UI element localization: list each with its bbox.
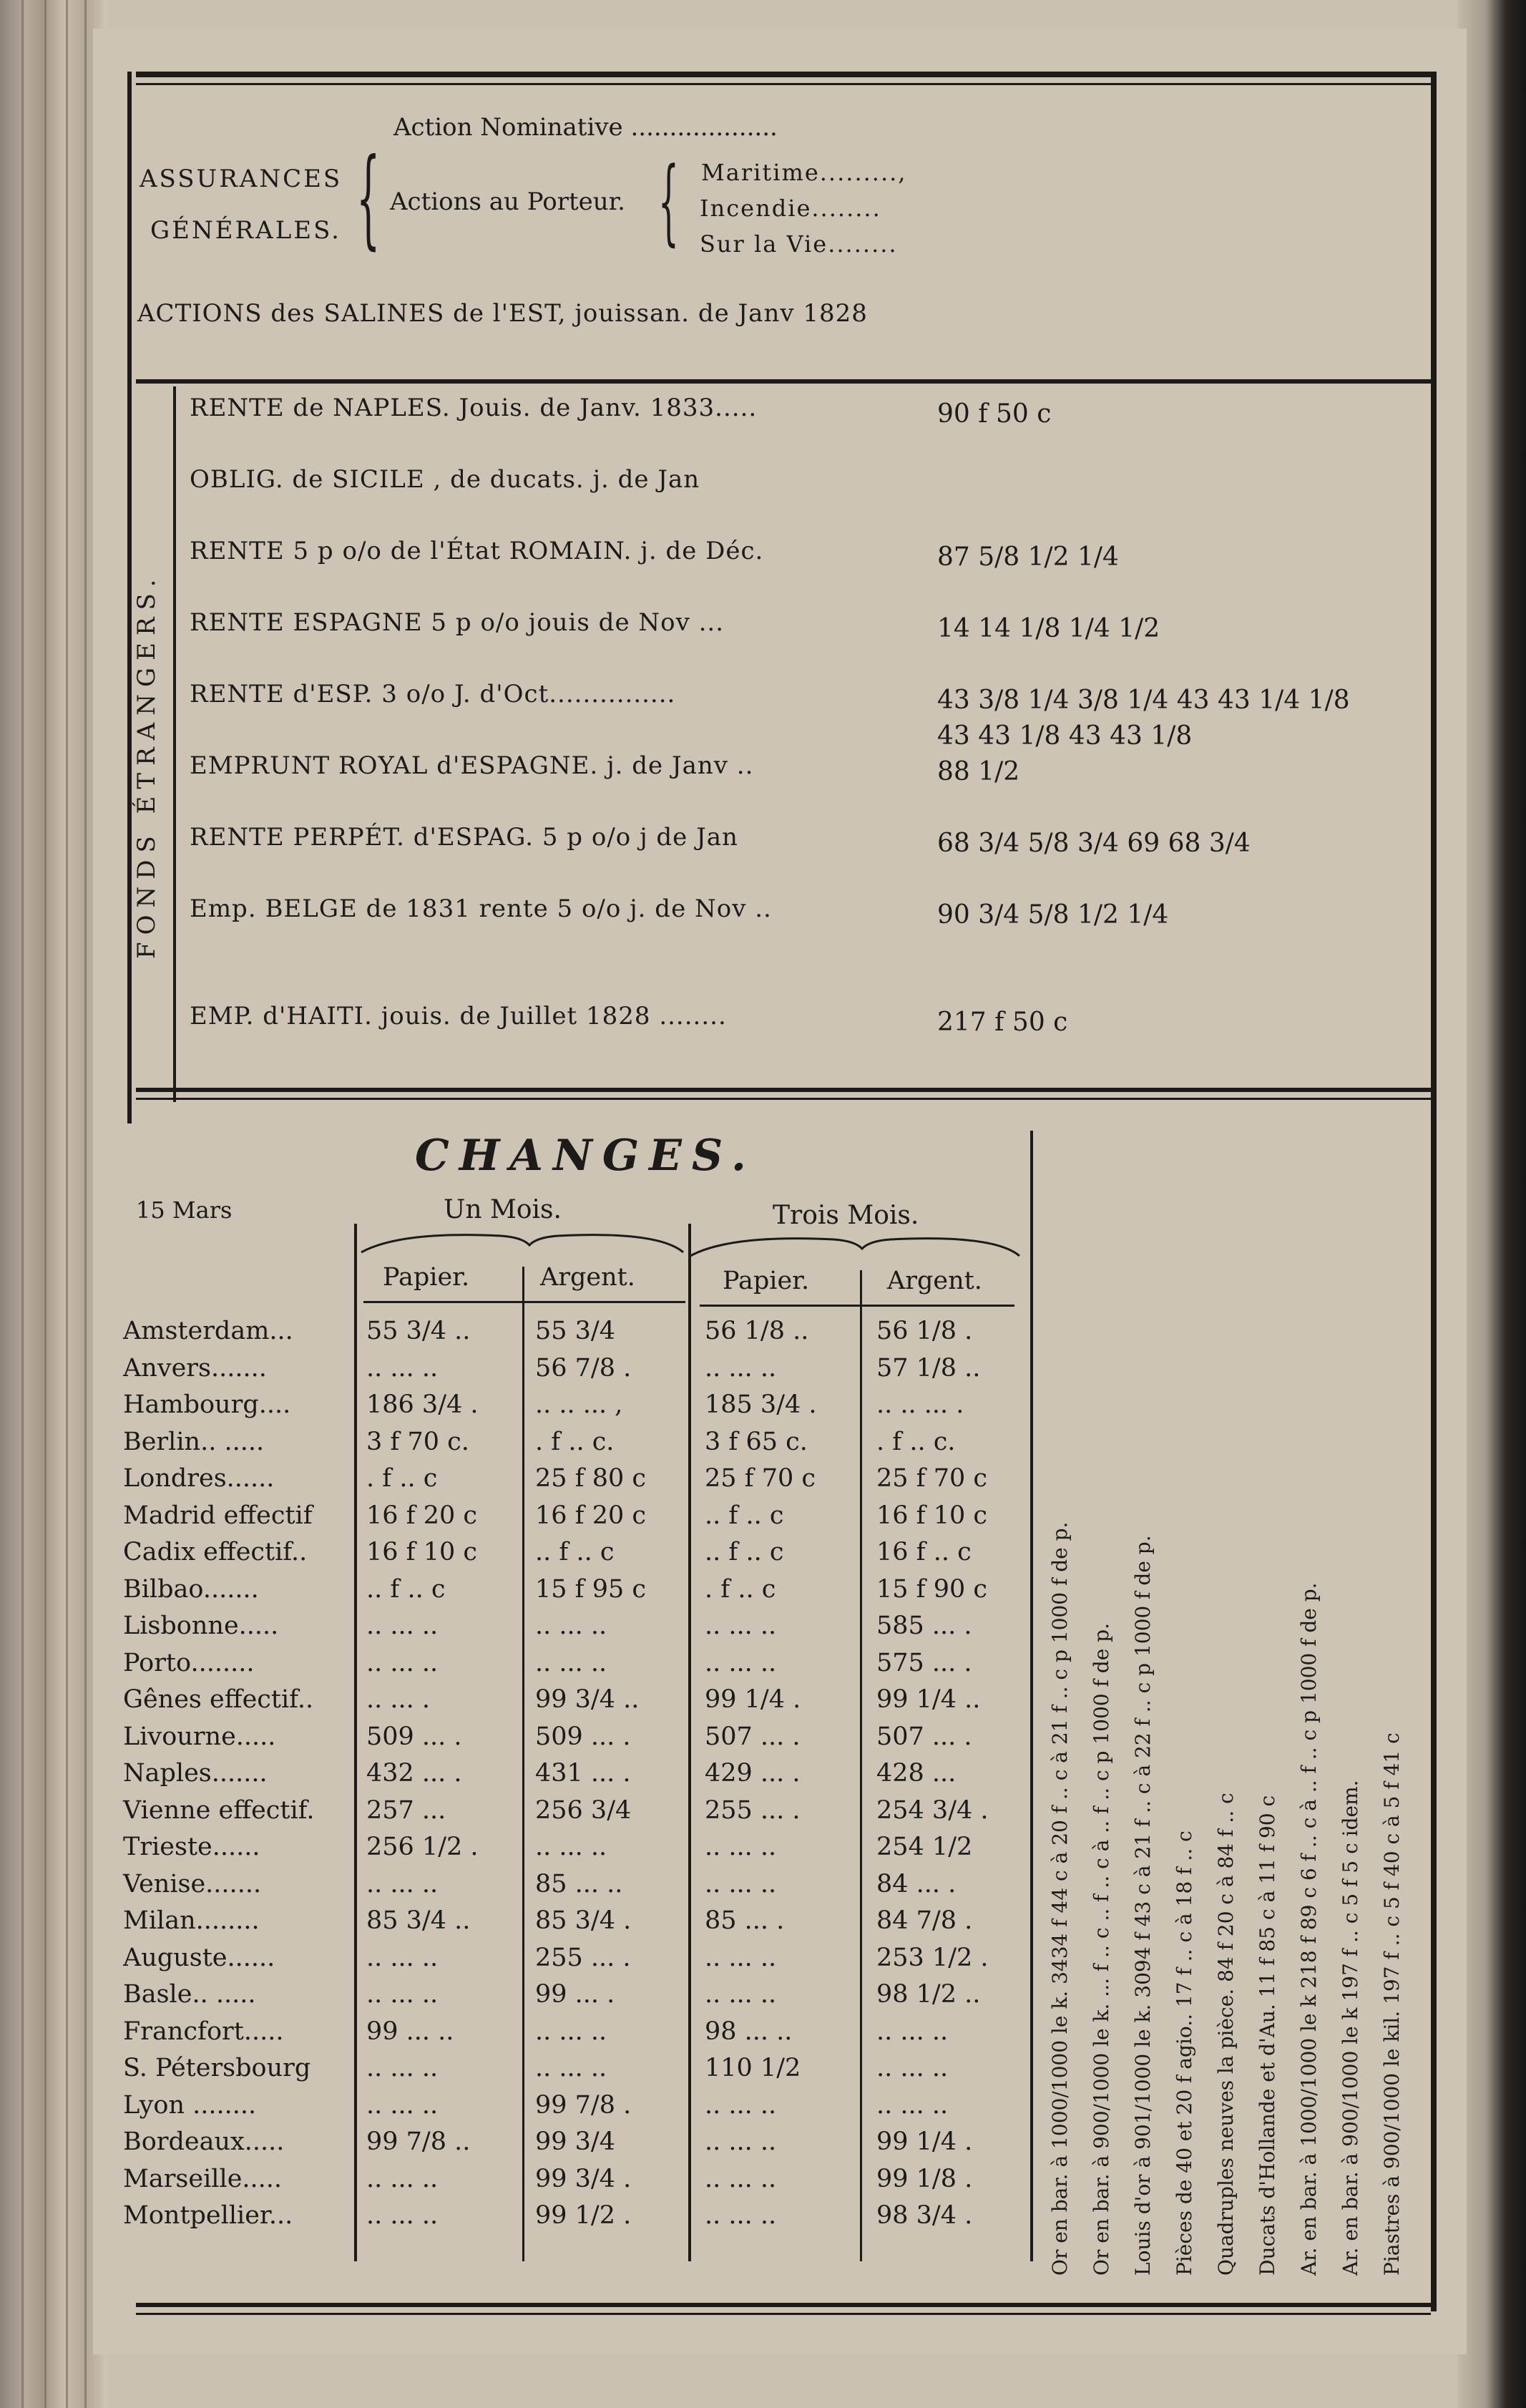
fonds-row-label: EMP. d'HAITI. jouis. de Juillet 1828 ........ [190,1002,727,1030]
fonds-row-label: RENTE 5 p o/o de l'État ROMAIN. j. de Déc. [190,537,764,565]
changes-um-papier: 256 1/2 . [366,1833,479,1861]
un-mois-header: Un Mois. [444,1195,562,1224]
changes-um-argent: 99 1/2 . [535,2201,632,2230]
changes-city: Lyon ........ [123,2091,257,2120]
fonds-row-label: EMPRUNT ROYAL d'ESPAGNE. j. de Janv .. [190,751,754,780]
changes-um-papier: 85 3/4 .. [366,1906,471,1935]
changes-tm-papier: 255 ... . [705,1796,801,1825]
actions-salines: ACTIONS des SALINES de l'EST, jouissan. de Janv 1828 [137,299,868,328]
changes-col-rule-2 [522,1267,524,2261]
metaux-line: Or en bar. à 1000/1000 le k. 3434 f 44 c à 20 f .. c à 21 f .. c p 1000 f de p. [1048,1521,1072,2276]
changes-um-argent: 431 ... . [535,1759,631,1788]
page-bottom-thin-rule [136,2313,1431,2315]
fonds-bottom-thin-rule [136,1098,1431,1100]
changes-city: Hambourg.... [123,1390,291,1419]
um-argent-header: Argent. [540,1263,635,1292]
changes-tm-argent: 98 3/4 . [876,2201,973,2230]
metaux-line: Louis d'or à 901/1000 le k. 3094 f 43 c à 21 f .. c à 22 f .. c p 1000 f de p. [1131,1535,1155,2276]
changes-title: CHANGES. [415,1131,756,1181]
tm-subheader-rule [700,1305,1014,1307]
maritime: Maritime........., [701,159,907,186]
changes-tm-papier: 99 1/4 . [705,1685,801,1714]
changes-tm-papier: .. f .. c [705,1501,784,1530]
changes-um-papier: .. ... .. [366,1980,439,2009]
changes-tm-argent: 428 ... [876,1759,957,1788]
changes-date: 15 Mars [136,1196,233,1224]
changes-tm-argent: 57 1/8 .. [876,1354,981,1383]
assurances-label-1: ASSURANCES [140,165,343,193]
changes-col-rule-3 [688,1224,691,2261]
metaux-line: Piastres à 900/1000 le kil. 197 f .. c 5 f 40 c à 5 f 41 c [1380,1732,1404,2276]
changes-tm-papier: 507 ... . [705,1722,801,1751]
changes-city: Montpellier... [123,2201,293,2230]
changes-tm-papier: 3 f 65 c. [705,1428,808,1456]
changes-city: Trieste...... [123,1833,260,1861]
changes-tm-argent: 56 1/8 . [876,1317,973,1345]
changes-city: Venise....... [123,1870,262,1898]
changes-um-papier: .. f .. c [366,1575,446,1604]
changes-um-argent: 25 f 80 c [535,1464,647,1493]
changes-um-papier: 3 f 70 c. [366,1428,469,1456]
changes-tm-argent: 254 1/2 [876,1833,973,1861]
changes-tm-argent: 25 f 70 c [876,1464,988,1493]
changes-um-papier: 16 f 20 c [366,1501,478,1530]
changes-col-rule-5 [1030,1131,1033,2261]
changes-um-argent: 99 ... . [535,1980,615,2009]
changes-tm-papier: 429 ... . [705,1759,801,1788]
changes-tm-argent: 254 3/4 . [876,1796,989,1825]
changes-tm-papier: .. ... .. [705,2201,777,2230]
changes-um-papier: .. ... .. [366,1649,439,1677]
book-binding-edge [0,0,107,2408]
metaux-line: Or en bar. à 900/1000 le k. ... f .. c .. f .. c à .. f .. c p 1000 f de p. [1090,1623,1113,2276]
frame-right-rule [1431,72,1437,2311]
fonds-row-label: RENTE PERPÉT. d'ESPAG. 5 p o/o j de Jan [190,823,738,852]
changes-tm-argent: 585 ... . [876,1612,972,1640]
changes-city: Amsterdam... [123,1317,293,1345]
assurances-bottom-rule [136,379,1431,384]
changes-um-argent: 85 ... .. [535,1870,623,1898]
changes-tm-argent: 507 ... . [876,1722,972,1751]
changes-um-papier: 55 3/4 .. [366,1317,471,1345]
fonds-row-label: Emp. BELGE de 1831 rente 5 o/o j. de Nov .. [190,895,772,923]
changes-tm-argent: .. ... .. [876,2091,949,2120]
changes-um-argent: .. ... .. [535,2054,607,2082]
changes-um-argent: 85 3/4 . [535,1906,632,1935]
changes-col-rule-4 [860,1270,862,2261]
changes-um-papier: .. ... .. [366,1944,439,1972]
fonds-row-value: 43 3/8 1/4 3/8 1/4 43 43 1/4 1/8 [937,686,1350,715]
changes-tm-argent: .. ... .. [876,2054,949,2082]
changes-tm-papier: 25 f 70 c [705,1464,816,1493]
changes-tm-papier: .. ... .. [705,1649,777,1677]
changes-city: Anvers....... [123,1354,267,1383]
changes-tm-papier: .. ... .. [705,1980,777,2009]
changes-city: Auguste...... [123,1944,275,1972]
changes-tm-papier: 56 1/8 .. [705,1317,809,1345]
ledger-page [93,29,1467,2354]
changes-tm-argent: 253 1/2 . [876,1944,989,1972]
changes-tm-argent: .. .. ... . [876,1390,964,1419]
changes-tm-argent: . f .. c. [876,1428,956,1456]
page-bottom-rule [136,2303,1431,2307]
fonds-row-value: 87 5/8 1/2 1/4 [937,542,1119,572]
changes-um-argent: 16 f 20 c [535,1501,647,1530]
changes-um-argent: 509 ... . [535,1722,631,1751]
fonds-row-label: RENTE de NAPLES. Jouis. de Janv. 1833..... [190,394,758,422]
frame-top-rule [136,72,1431,77]
changes-city: Bilbao....... [123,1575,259,1604]
changes-tm-argent: 84 7/8 . [876,1906,973,1935]
actions-au-porteur: Actions au Porteur. [390,187,625,216]
changes-um-argent: 99 3/4 . [535,2165,632,2193]
changes-um-argent: .. .. ... , [535,1390,623,1419]
fonds-row-value: 14 14 1/8 1/4 1/2 [937,614,1160,643]
trois-mois-brace-curve [687,1231,1023,1259]
changes-um-papier: .. ... .. [366,2054,439,2082]
changes-um-papier: 257 ... [366,1796,446,1825]
changes-city: Berlin.. ..... [123,1428,265,1456]
changes-city: Marseille..... [123,2165,283,2193]
changes-um-papier: 16 f 10 c [366,1538,478,1566]
changes-city: Basle.. ..... [123,1980,256,2009]
changes-city: Bordeaux..... [123,2127,285,2156]
tm-papier-header: Papier. [723,1267,810,1295]
fonds-etrangers-label: FONDS ÉTRANGERS. [132,572,161,959]
changes-city: Francfort..... [123,2017,284,2046]
changes-um-papier: . f .. c [366,1464,438,1493]
changes-tm-papier: .. ... .. [705,2127,777,2156]
changes-um-argent: .. ... .. [535,1612,607,1640]
changes-um-papier: 99 ... .. [366,2017,454,2046]
changes-tm-papier: .. ... .. [705,1870,777,1898]
metaux-line: Quadruples neuves la pièce. 84 f 20 c à 84 f .. c [1214,1793,1238,2276]
changes-tm-argent: .. ... .. [876,2017,949,2046]
changes-um-papier: .. ... .. [366,2201,439,2230]
fonds-row-value: 217 f 50 c [937,1008,1068,1037]
changes-um-argent: 15 f 95 c [535,1575,647,1604]
um-papier-header: Papier. [383,1263,470,1292]
changes-tm-papier: 110 1/2 [705,2054,801,2082]
fonds-row-label: OBLIG. de SICILE , de ducats. j. de Jan [190,465,700,494]
fonds-bottom-rule [136,1088,1431,1092]
changes-city: Naples....... [123,1759,268,1788]
incendie: Incendie........ [700,195,881,222]
changes-um-papier: .. ... .. [366,2165,439,2193]
changes-tm-argent: 99 1/4 . [876,2127,973,2156]
changes-city: Vienne effectif. [123,1796,315,1825]
changes-tm-argent: 16 f .. c [876,1538,972,1566]
changes-tm-papier: 85 ... . [705,1906,785,1935]
fonds-row-value: 90 f 50 c [937,399,1052,429]
tm-argent-header: Argent. [887,1267,982,1295]
changes-um-papier: .. ... .. [366,1612,439,1640]
changes-tm-papier: .. f .. c [705,1538,784,1566]
changes-um-papier: 99 7/8 .. [366,2127,471,2156]
changes-city: Cadix effectif.. [123,1538,308,1566]
changes-um-papier: .. ... .. [366,2091,439,2120]
changes-um-papier: 432 ... . [366,1759,462,1788]
changes-tm-argent: 99 1/4 .. [876,1685,981,1714]
sur-la-vie: Sur la Vie........ [700,230,898,258]
metaux-line: Ar. en bar. à 1000/1000 le k 218 f 89 c 6 f .. c à .. f .. c p 1000 f de p. [1297,1582,1321,2276]
fonds-row-value: 68 3/4 5/8 3/4 69 68 3/4 [937,829,1251,858]
fonds-row-value-continued: 43 43 1/8 43 43 1/8 [937,721,1193,751]
changes-um-argent: .. ... .. [535,2017,607,2046]
changes-col-rule-1 [354,1224,357,2261]
assurances-brace: { [356,136,381,260]
changes-tm-papier: .. ... .. [705,1354,777,1383]
changes-um-argent: 255 ... . [535,1944,631,1972]
changes-um-argent: 99 3/4 [535,2127,615,2156]
porteur-brace: { [658,147,679,255]
un-mois-brace-curve [358,1227,687,1256]
changes-tm-papier: .. ... .. [705,1833,777,1861]
changes-tm-argent: 15 f 90 c [876,1575,988,1604]
changes-tm-papier: .. ... .. [705,1612,777,1640]
changes-um-papier: .. ... .. [366,1870,439,1898]
fonds-left-rule [173,386,176,1102]
changes-um-argent: 56 7/8 . [535,1354,632,1383]
fonds-row-label: RENTE d'ESP. 3 o/o J. d'Oct............... [190,680,676,708]
changes-city: Londres...... [123,1464,275,1493]
um-subheader-rule [363,1301,685,1303]
changes-um-argent: .. ... .. [535,1833,607,1861]
changes-tm-papier: .. ... .. [705,2165,777,2193]
changes-tm-argent: 99 1/8 . [876,2165,973,2193]
changes-um-argent: 55 3/4 [535,1317,615,1345]
changes-tm-argent: 16 f 10 c [876,1501,988,1530]
changes-tm-argent: 575 ... . [876,1649,972,1677]
fonds-row-label: RENTE ESPAGNE 5 p o/o jouis de Nov ... [190,608,725,637]
fonds-row-value: 90 3/4 5/8 1/2 1/4 [937,900,1169,930]
changes-city: Livourne..... [123,1722,276,1751]
book-right-edge [1458,0,1526,2408]
frame-top-thin-rule [136,83,1431,85]
changes-um-argent: 99 3/4 .. [535,1685,640,1714]
changes-city: Milan........ [123,1906,260,1935]
trois-mois-header: Trois Mois. [773,1201,919,1230]
frame-left-rule [127,72,132,1123]
changes-city: Porto........ [123,1649,255,1677]
metaux-line: Ar. en bar. à 900/1000 le k 197 f .. c 5 f 5 c idem. [1339,1780,1362,2276]
metaux-line: Ducats d'Hollande et d'Au. 11 f 85 c à 11 f 90 c [1256,1795,1279,2276]
changes-um-argent: 99 7/8 . [535,2091,632,2120]
action-nominative: Action Nominative ................... [393,113,778,142]
changes-um-papier: 186 3/4 . [366,1390,479,1419]
changes-tm-papier: . f .. c [705,1575,776,1604]
changes-um-argent: . f .. c. [535,1428,615,1456]
changes-um-papier: .. ... .. [366,1354,439,1383]
changes-tm-papier: 98 ... .. [705,2017,793,2046]
changes-tm-papier: .. ... .. [705,1944,777,1972]
changes-um-argent: 256 3/4 [535,1796,632,1825]
changes-tm-argent: 98 1/2 .. [876,1980,981,2009]
changes-um-papier: 509 ... . [366,1722,462,1751]
changes-tm-papier: 185 3/4 . [705,1390,817,1419]
changes-um-argent: .. f .. c [535,1538,615,1566]
changes-city: S. Pétersbourg [123,2054,311,2082]
metaux-line: Pièces de 40 et 20 f agio.. 17 f .. c à 18 f .. c [1173,1831,1196,2276]
changes-um-argent: .. ... .. [535,1649,607,1677]
changes-tm-argent: 84 ... . [876,1870,957,1898]
assurances-label-2: GÉNÉRALES. [150,216,341,245]
changes-um-papier: .. ... . [366,1685,431,1714]
changes-tm-papier: .. ... .. [705,2091,777,2120]
changes-city: Gênes effectif.. [123,1685,314,1714]
changes-city: Lisbonne..... [123,1612,279,1640]
fonds-row-value: 88 1/2 [937,757,1020,786]
changes-city: Madrid effectif [123,1501,313,1530]
